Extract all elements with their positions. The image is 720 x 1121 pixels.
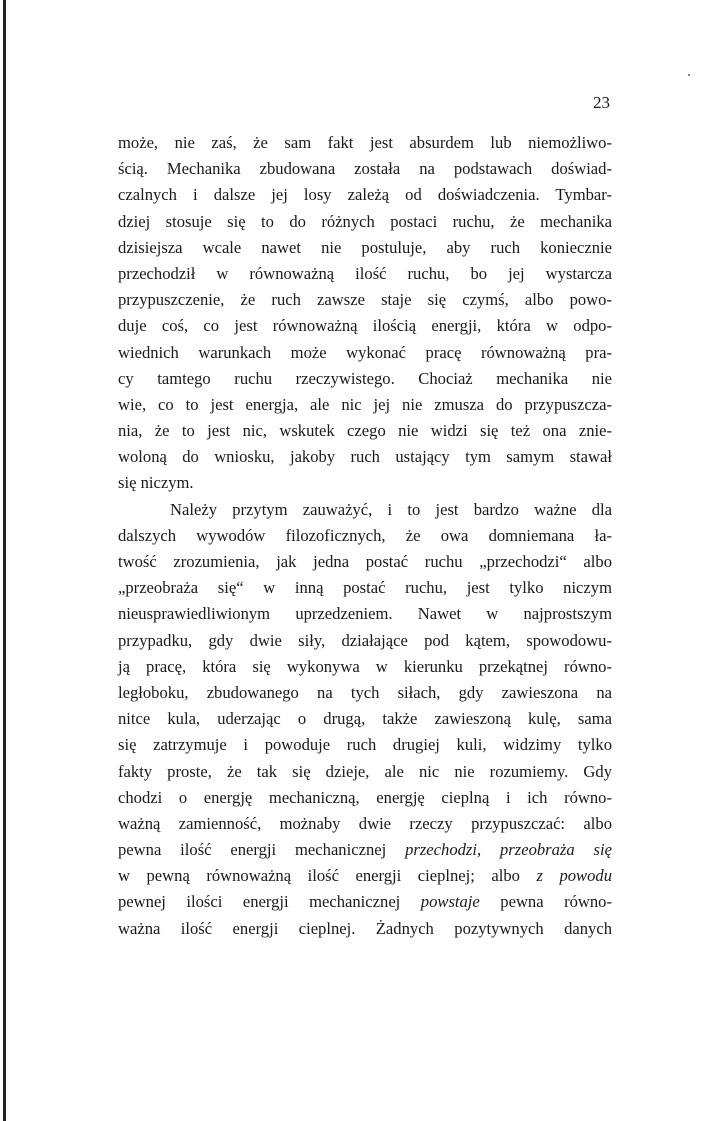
text-line [118, 837, 612, 863]
text-line [118, 392, 612, 418]
text-segment: ległoboku, zbudowanego na tych siłach, gdy zawieszona na [118, 682, 612, 702]
text-segment: cy tamtego ruchu rzeczywistego. Chociaż mechanika nie [118, 368, 612, 388]
text-line [118, 182, 612, 208]
text-segment: twość zrozumienia, jak jedna postać ruchu „przechodzi“ albo [118, 552, 612, 571]
text-segment: w pewną równoważną ilość energji cieplnej; albo [118, 866, 537, 886]
emphasized-text: powstaje [420, 892, 480, 912]
text-segment: pewnej ilości energji mechanicznej [118, 892, 421, 912]
text-line [118, 549, 612, 575]
text-segment: się niczym. [118, 473, 194, 493]
text-segment: przypuszczenie, że ruch zawsze staje się czymś, albo powo- [118, 290, 612, 310]
text-line [118, 523, 612, 549]
text-line [118, 340, 612, 366]
text-line [118, 654, 612, 680]
text-line [118, 130, 612, 156]
text-segment: ważna ilość energji cieplnej. Żadnych pozytywnych danych [118, 918, 612, 938]
text-line [118, 235, 612, 261]
text-line [118, 575, 612, 601]
text-segment: nitce kula, uderzając o drugą, także zawieszoną kulę, sama [118, 709, 612, 729]
text-segment: nieusprawiedliwionym uprzedzeniem. Nawet w najprostszym [118, 604, 612, 624]
text-segment: wiednich warunkach może wykonać pracę równoważną pra- [118, 342, 612, 362]
text-line [118, 785, 612, 811]
text-segment: czalnych i dalsze jej losy zależą od doświadczenia. Tymbar- [118, 185, 612, 205]
text-line [118, 601, 612, 627]
text-line [118, 706, 612, 732]
text-line [118, 863, 612, 889]
page-binding-edge [3, 0, 6, 1121]
text-segment: Należy przytym zauważyć, i to jest bardzo ważne dla [170, 499, 612, 519]
text-segment: chodzi o energję mechaniczną, energję cieplną i ich równo- [118, 787, 612, 807]
text-line [118, 732, 612, 758]
text-line [118, 497, 612, 523]
emphasized-text: przechodzi, przeobraża się [405, 840, 612, 860]
text-line [118, 759, 612, 785]
text-segment: pewna równo- [479, 892, 612, 912]
text-segment: nia, że to jest nic, wskutek czego nie widzi się też ona znie- [118, 421, 612, 441]
text-segment: ważną zamienność, możnaby dwie rzeczy przypuszczać: albo [118, 813, 612, 833]
text-segment: się zatrzymuje i powoduje ruch drugiej kuli, widzimy tylko [118, 735, 612, 755]
text-segment: ją pracę, która się wykonywa w kierunku przekątnej równo- [118, 656, 612, 676]
text-segment: pewna ilość energji mechanicznej [118, 840, 406, 860]
text-line [118, 366, 612, 392]
text-line [118, 628, 612, 654]
text-line [118, 811, 612, 837]
text-segment: „przeobraża się“ w inną postać ruchu, jest tylko niczym [118, 578, 612, 598]
text-segment: dzisiejsza wcale nawet nie postuluje, aby ruch koniecznie [118, 237, 612, 257]
text-segment: woloną do wniosku, jakoby ruch ustający tym samym stawał [118, 447, 612, 467]
text-line [118, 261, 612, 287]
text-segment: dziej stosuje się to do różnych postaci ruchu, że mechanika [118, 211, 612, 231]
text-line [118, 287, 612, 313]
text-line [118, 313, 612, 339]
text-segment: przypadku, gdy dwie siły, działające pod kątem, spowodowu- [118, 630, 612, 650]
text-line [118, 916, 612, 942]
text-segment: fakty proste, że tak się dzieje, ale nic nie rozumiemy. Gdy [118, 761, 612, 781]
body-text [118, 130, 612, 942]
text-line [118, 156, 612, 182]
scan-speck [688, 74, 690, 76]
emphasized-text: z powodu [536, 866, 612, 886]
page-number: 23 [593, 93, 610, 112]
text-line [118, 470, 612, 496]
text-line [118, 418, 612, 444]
text-segment: duje coś, co jest równoważną ilością energji, która w odpo- [118, 316, 612, 336]
text-segment: ścią. Mechanika zbudowana została na podstawach doświad- [118, 159, 612, 179]
text-line [118, 889, 612, 915]
text-segment: dalszych wywodów filozoficznych, że owa domniemana ła- [118, 525, 612, 545]
text-line [118, 680, 612, 706]
text-segment: przechodził w równoważną ilość ruchu, bo jej wystarcza [118, 263, 612, 283]
text-line [118, 444, 612, 470]
text-segment: wie, co to jest energja, ale nic jej nie zmusza do przypuszcza- [118, 394, 612, 414]
text-segment: może, nie zaś, że sam fakt jest absurdem lub niemożliwo- [118, 133, 612, 152]
text-line [118, 209, 612, 235]
